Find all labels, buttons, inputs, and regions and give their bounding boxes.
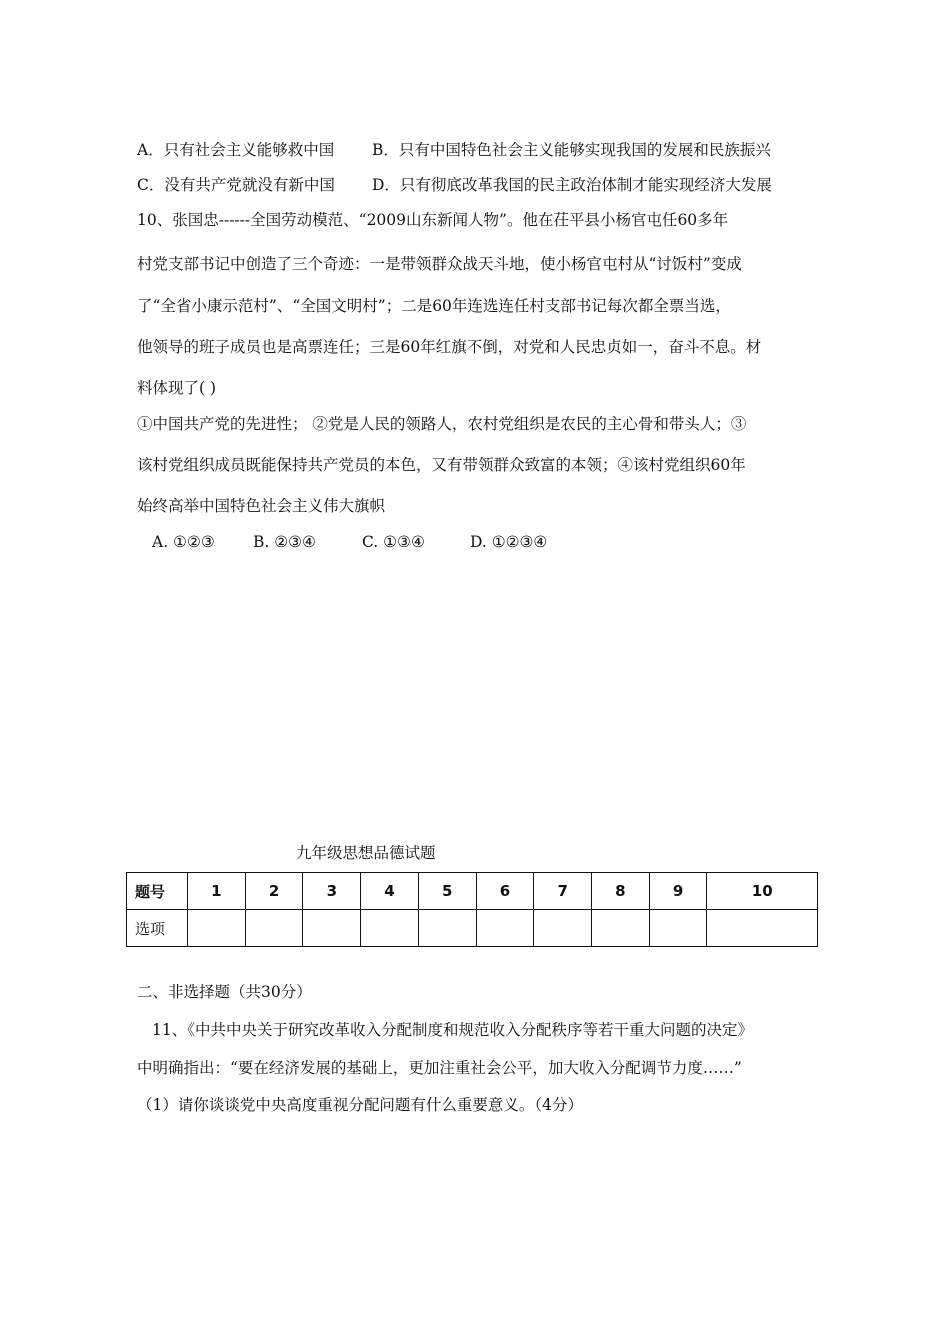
section2-heading: 二、非选择题（共30分）: [137, 983, 312, 1001]
q9-option-b: B．只有中国特色社会主义能够实现我国的发展和民族振兴: [372, 141, 771, 159]
question-number-cell: 9: [649, 873, 707, 910]
q10-option-b: B. ②③④: [253, 533, 316, 551]
q9-option-c: C．没有共产党就没有新中国: [137, 176, 335, 194]
question-number-cell: 8: [592, 873, 650, 910]
question-number-cell: 3: [303, 873, 361, 910]
answer-cell[interactable]: [707, 910, 818, 947]
question-number-cell: 10: [707, 873, 818, 910]
q11-subquestion-1: （1）请你谈谈党中央高度重视分配问题有什么重要意义。（4分）: [137, 1096, 583, 1114]
answer-cell[interactable]: [303, 910, 361, 947]
answer-cell[interactable]: [245, 910, 303, 947]
answer-cell[interactable]: [534, 910, 592, 947]
table-row: [127, 873, 818, 910]
answer-sheet-table: [126, 872, 818, 947]
q10-stem-line-2: 村党支部书记中创造了三个奇迹：一是带领群众战天斗地，使小杨官屯村从“讨饭村”变成: [137, 255, 742, 273]
question-number-cell: 1: [188, 873, 246, 910]
answer-cell[interactable]: [592, 910, 650, 947]
q10-statement-line-3: 始终高举中国特色社会主义伟大旗帜: [137, 497, 386, 515]
q10-option-c: C. ①③④: [362, 533, 425, 551]
q11-line-1: 11、《中共中央关于研究改革收入分配制度和规范收入分配秩序等若干重大问题的决定》: [152, 1021, 753, 1039]
q10-stem-line-1: 10、张国忠------全国劳动模范、“2009山东新闻人物”。他在茌平县小杨官屯任60多年: [137, 211, 729, 229]
answer-cell[interactable]: [188, 910, 246, 947]
q10-stem-line-3: 了“全省小康示范村”、“全国文明村”；二是60年连选连任村支部书记每次都全票当选，: [137, 297, 731, 315]
q11-line-2: 中明确指出：“要在经济发展的基础上，更加注重社会公平，加大收入分配调节力度……”: [137, 1059, 742, 1077]
answer-sheet-title: 九年级思想品德试题: [296, 844, 436, 862]
answer-cell[interactable]: [361, 910, 419, 947]
q10-statement-line-2: 该村党组织成员既能保持共产党员的本色，又有带领群众致富的本领；④该村党组织60年: [137, 456, 746, 474]
question-number-cell: 6: [476, 873, 534, 910]
row-header-question-number: 题号: [127, 873, 188, 910]
answer-cell[interactable]: [476, 910, 534, 947]
answer-cell[interactable]: [649, 910, 707, 947]
q9-option-d: D．只有彻底改革我国的民主政治体制才能实现经济大发展: [372, 176, 772, 194]
row-header-answer: 选项: [127, 910, 188, 947]
answer-cell[interactable]: [418, 910, 476, 947]
q10-option-d: D. ①②③④: [470, 533, 548, 551]
q10-stem-line-4: 他领导的班子成员也是高票连任；三是60年红旗不倒，对党和人民忠贞如一，奋斗不息。材: [137, 338, 762, 356]
question-number-cell: 5: [418, 873, 476, 910]
question-number-cell: 4: [361, 873, 419, 910]
question-number-cell: 2: [245, 873, 303, 910]
q10-stem-line-5: 料体现了( ): [137, 379, 217, 397]
question-number-cell: 7: [534, 873, 592, 910]
table-row: [127, 910, 818, 947]
q9-option-a: A．只有社会主义能够救中国: [137, 141, 335, 159]
q10-statement-line-1: ①中国共产党的先进性； ②党是人民的领路人，农村党组织是农民的主心骨和带头人；③: [137, 415, 747, 433]
q10-option-a: A. ①②③: [152, 533, 215, 551]
